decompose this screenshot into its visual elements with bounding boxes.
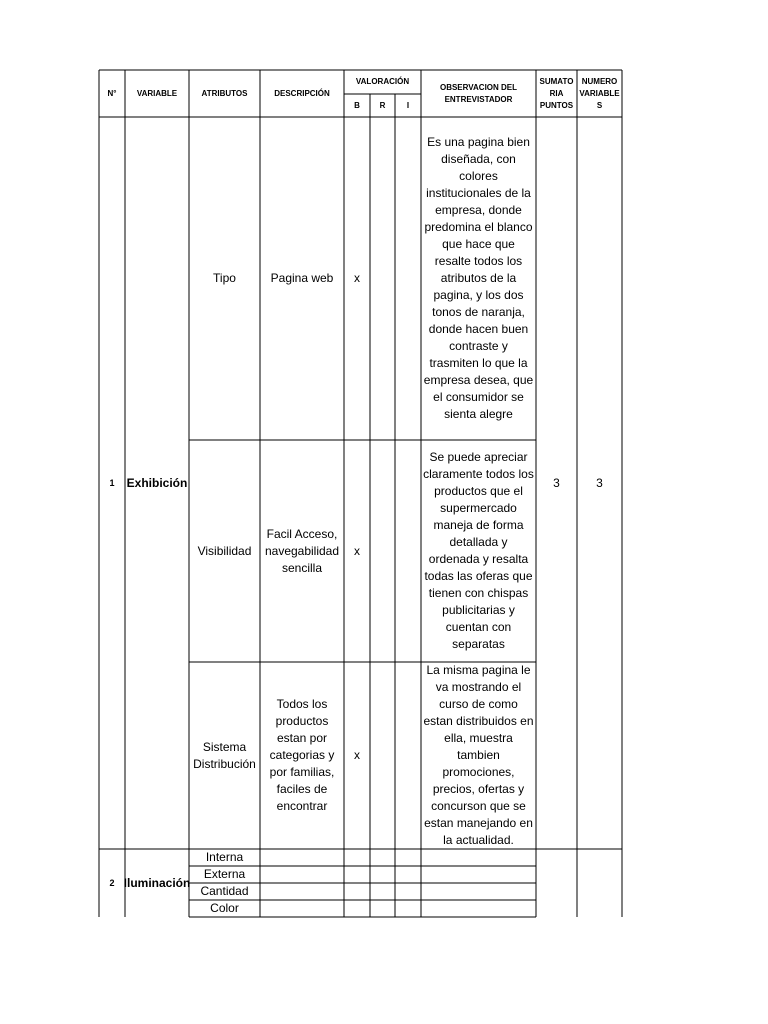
attribute-name: Externa xyxy=(203,867,246,881)
header-atributos: ATRIBUTOS xyxy=(201,88,248,98)
attribute-name: Tipo xyxy=(213,271,236,285)
variable-name: Exhibición xyxy=(126,475,188,490)
header-r: R xyxy=(379,100,386,110)
header-valoracion: VALORACIÓN xyxy=(355,77,410,86)
observation-text: Se puede apreciar claramente todos los productos que el supermercado maneja de forma detallada y ordenada y resalta todas las oferas que tienen con chispas publicitarias y cuentan con separatas xyxy=(423,450,534,651)
header-variable: VARIABLE xyxy=(136,88,178,98)
observation-text: La misma pagina le va mostrando el curso de como estan distribuidos en ella, muestra tambien promociones, precios, ofertas y concurson que se estan manejando en la actualidad. xyxy=(423,663,534,847)
header-b: B xyxy=(354,100,360,110)
observation-text: Es una pagina bien diseñada, con colores institucionales de la empresa, donde predomina el blanco que hace que resalte todos los atributos de la pagina, y los dos tonos de naranja, donde hacen buen contraste y trasmiten lo que la empresa desea, que el consumidor se sienta alegre xyxy=(423,135,534,421)
header-observacion: OBSERVACION DEL ENTREVISTADOR xyxy=(439,82,518,104)
rating-b-mark: x xyxy=(354,543,360,558)
header-descripcion: DESCRIPCIÓN xyxy=(274,88,330,98)
header-i: I xyxy=(406,100,410,110)
attribute-name: Visibilidad xyxy=(197,543,252,558)
attribute-description: Todos los productos estan por categorias y por familias, faciles de encontrar xyxy=(269,697,335,813)
variable-name: Iluminación xyxy=(123,875,191,890)
rating-b-mark: x xyxy=(354,271,360,285)
attribute-description: Pagina web xyxy=(270,271,334,285)
attribute-name: Sistema Distribución xyxy=(193,739,256,771)
attribute-name: Color xyxy=(210,901,239,915)
header-sumatoria: SUMATO RIA PUNTOS xyxy=(539,76,574,110)
rating-b-mark: x xyxy=(354,748,360,762)
attribute-description: Facil Acceso, navegabilidad sencilla xyxy=(264,526,340,575)
header-numero-variables: NUMERO VARIABLE S xyxy=(579,76,620,110)
row-number: 1 xyxy=(109,478,115,488)
row-number: 2 xyxy=(109,878,115,888)
attribute-name: Interna xyxy=(205,850,244,864)
attribute-name: Cantidad xyxy=(200,884,249,898)
numero-variables-value: 3 xyxy=(596,475,603,490)
header-n: N° xyxy=(107,88,117,98)
sumatoria-value: 3 xyxy=(553,475,560,490)
